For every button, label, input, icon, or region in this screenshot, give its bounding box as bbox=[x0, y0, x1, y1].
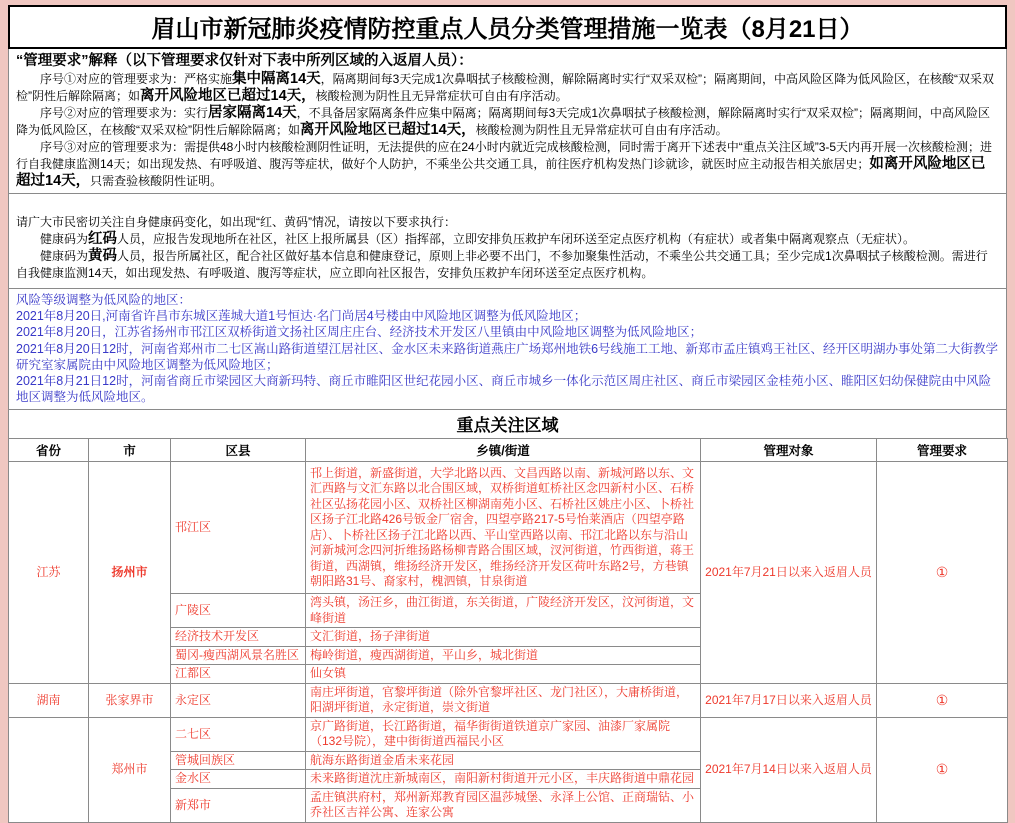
target-cell: 2021年7月17日以来入返眉人员 bbox=[701, 683, 877, 717]
requirements-heading: “管理要求”解释（以下管理要求仅针对下表中所列区域的入返眉人员）： bbox=[16, 53, 473, 69]
column-header-target: 管理对象 bbox=[701, 439, 877, 462]
district-cell: 经济技术开发区 bbox=[171, 628, 306, 647]
streets-cell: 未来路街道沈庄新城南区，南阳新村街道开元小区，丰庆路街道中鼎花园 bbox=[306, 770, 701, 789]
city-cell: 扬州市 bbox=[89, 462, 171, 684]
streets-cell: 邗上街道，新盛街道，大学北路以西、文昌西路以南、新城河路以东、文汇西路与文汇东路以北合围区域，双桥街道虹桥社区念四新村小区、石桥社区弘扬花园小区、双桥社区柳湖南苑小区、石桥社区姚庄小区、卜桥社区扬子江北路426号钣金厂宿舍，四望亭路217-5号怡莱酒店（四望亭路店）、卜桥社区扬子江北路以西、平山堂西路以南、邗江北路以东与沿山河新城河念四河折维扬路杨柳青路合围区域，汊河街道，竹西街道，蒋王街道，西湖镇，维扬经济开发区，维扬经济开发区荷叶东路2号，方巷镇朝阳路31号、裔家村，槐泗镇，甘泉街道 bbox=[306, 462, 701, 594]
column-header-city: 市 bbox=[89, 439, 171, 462]
province-cell: 江苏 bbox=[9, 462, 89, 684]
table-row bbox=[9, 717, 1008, 751]
streets-cell: 航海东路街道金盾未来花园 bbox=[306, 751, 701, 770]
province-cell bbox=[9, 717, 89, 822]
district-cell: 江都区 bbox=[171, 665, 306, 684]
table-row bbox=[9, 462, 1008, 594]
risk-adjustment-notes: 风险等级调整为低风险的地区： 2021年8月20日,河南省许昌市东城区莲城大道1号恒达·名门尚居4号楼由中风险地区调整为低风险地区； 2021年8月20日，江苏省扬州市邗江区双桥街道文扬社区周庄庄台、经济技术开发区八里镇由中风险地区调整为低风险地区； 2021年8月20日12时，河南省郑州市二七区嵩山路街道望江居社区、金水区未来路街道燕庄广场郑州地铁6号线施工工地、新郑市孟庄镇鸡王社区、经开区明湖办事处第二大街教学研究室家属院由中风险地区调整为低风险地区； 2021年8月21日12时，河南省商丘市梁园区大商新玛特、商丘市睢阳区世纪花园小区、商丘市城乡一体化示范区周庄社区、商丘市梁园区金桂苑小区、睢阳区妇幼保健院由中风险地区调整为低风险地区。 bbox=[8, 289, 1007, 410]
streets-cell: 孟庄镇洪府村，郑州新郑教育园区温莎城堡、永泽上公馆、正商瑞钻、小乔社区吉祥公寓、连家公寓 bbox=[306, 788, 701, 822]
yellow-code-paragraph: 健康码为黄码人员，报告所属社区，配合社区做好基本信息和健康登记，原则上非必要不出门，不参加聚集性活动，不乘坐公共交通工具；至少完成1次鼻咽拭子核酸检测。需进行自我健康监测14天，如出现发热、有呼吸道、腹泻等症状，应立即向社区报告，安排负压救护车闭环送至定点医疗机构。 bbox=[16, 248, 988, 280]
health-code-intro: 请广大市民密切关注自身健康码变化，如出现“红、黄码”情况，请按以下要求执行： bbox=[16, 215, 456, 229]
table-row bbox=[9, 683, 1008, 717]
requirement-cell: ① bbox=[877, 717, 1008, 822]
district-cell: 邗江区 bbox=[171, 462, 306, 594]
streets-cell: 京广路街道，长江路街道，福华街街道铁道京广家园、油漆厂家属院（132号院），建中街街道西福民小区 bbox=[306, 717, 701, 751]
management-requirements-section bbox=[8, 49, 1007, 194]
district-cell: 蜀冈-瘦西湖风景名胜区 bbox=[171, 646, 306, 665]
page-title: 眉山市新冠肺炎疫情防控重点人员分类管理措施一览表（8月21日） bbox=[8, 5, 1007, 49]
district-cell: 二七区 bbox=[171, 717, 306, 751]
city-cell: 郑州市 bbox=[89, 717, 171, 822]
requirement-paragraph-3: 序号③对应的管理要求为：需提供48小时内核酸检测阴性证明，无法提供的应在24小时内就近完成核酸检测，同时需于离开下述表中“重点关注区域”3-5天内再开展一次核酸检测；进行自我健康监测14天；如出现发热、有呼吸道、腹泻等症状，做好个人防护，不乘坐公共交通工具，前往医疗机构发热门诊就诊，就医时应主动报告相关旅居史；如离开风险地区已超过14天，只需查验核酸阴性证明。 bbox=[16, 140, 993, 189]
district-cell: 广陵区 bbox=[171, 594, 306, 628]
requirement-cell: ① bbox=[877, 683, 1008, 717]
target-cell: 2021年7月21日以来入返眉人员 bbox=[701, 462, 877, 684]
district-cell: 永定区 bbox=[171, 683, 306, 717]
streets-cell: 湾头镇，汤汪乡，曲江街道，东关街道，广陵经济开发区，汶河街道，文峰街道 bbox=[306, 594, 701, 628]
key-areas-table-title: 重点关注区域 bbox=[8, 410, 1007, 439]
streets-cell: 南庄坪街道，官黎坪街道（除外官黎坪社区、龙门社区），大庸桥街道，阳湖坪街道，永定街道，崇文街道 bbox=[306, 683, 701, 717]
requirement-paragraph-1: 序号①对应的管理要求为：严格实施集中隔离14天，隔离期间每3天完成1次鼻咽拭子核酸检测，解除隔离时实行“双采双检”；隔离期间，中高风险区降为低风险区，在核酸“双采双检”阴性后解除隔离；如离开风险地区已超过14天，核酸检测为阴性且无异常症状可自由有序活动。 bbox=[16, 71, 994, 104]
requirement-paragraph-2: 序号②对应的管理要求为：实行居家隔离14天，不具备居家隔离条件应集中隔离；隔离期间每3天完成1次鼻咽拭子核酸检测，解除隔离时实行“双采双检”；隔离期间，中高风险区降为低风险区，在核酸“双采双检”阴性后解除隔离；如离开风险地区已超过14天，核酸检测为阴性且无异常症状可自由有序活动。 bbox=[16, 105, 991, 138]
document-sheet bbox=[8, 5, 1007, 823]
table-header-row bbox=[9, 439, 1008, 462]
column-header-requirement: 管理要求 bbox=[877, 439, 1008, 462]
red-code-paragraph: 健康码为红码人员，应报告发现地所在社区，社区上报所属县（区）指挥部，立即安排负压救护车闭环送至定点医疗机构（有症状）或者集中隔离观察点（无症状）。 bbox=[40, 231, 916, 247]
column-header-streets: 乡镇/街道 bbox=[306, 439, 701, 462]
column-header-province: 省份 bbox=[9, 439, 89, 462]
key-areas-table bbox=[8, 438, 1008, 823]
column-header-district: 区县 bbox=[171, 439, 306, 462]
streets-cell: 梅岭街道，瘦西湖街道，平山乡，城北街道 bbox=[306, 646, 701, 665]
streets-cell: 仙女镇 bbox=[306, 665, 701, 684]
requirement-cell: ① bbox=[877, 462, 1008, 684]
health-code-section bbox=[8, 194, 1007, 289]
district-cell: 新郑市 bbox=[171, 788, 306, 822]
province-cell: 湖南 bbox=[9, 683, 89, 717]
target-cell: 2021年7月14日以来入返眉人员 bbox=[701, 717, 877, 822]
city-cell: 张家界市 bbox=[89, 683, 171, 717]
district-cell: 金水区 bbox=[171, 770, 306, 789]
district-cell: 管城回族区 bbox=[171, 751, 306, 770]
streets-cell: 文汇街道，扬子津街道 bbox=[306, 628, 701, 647]
